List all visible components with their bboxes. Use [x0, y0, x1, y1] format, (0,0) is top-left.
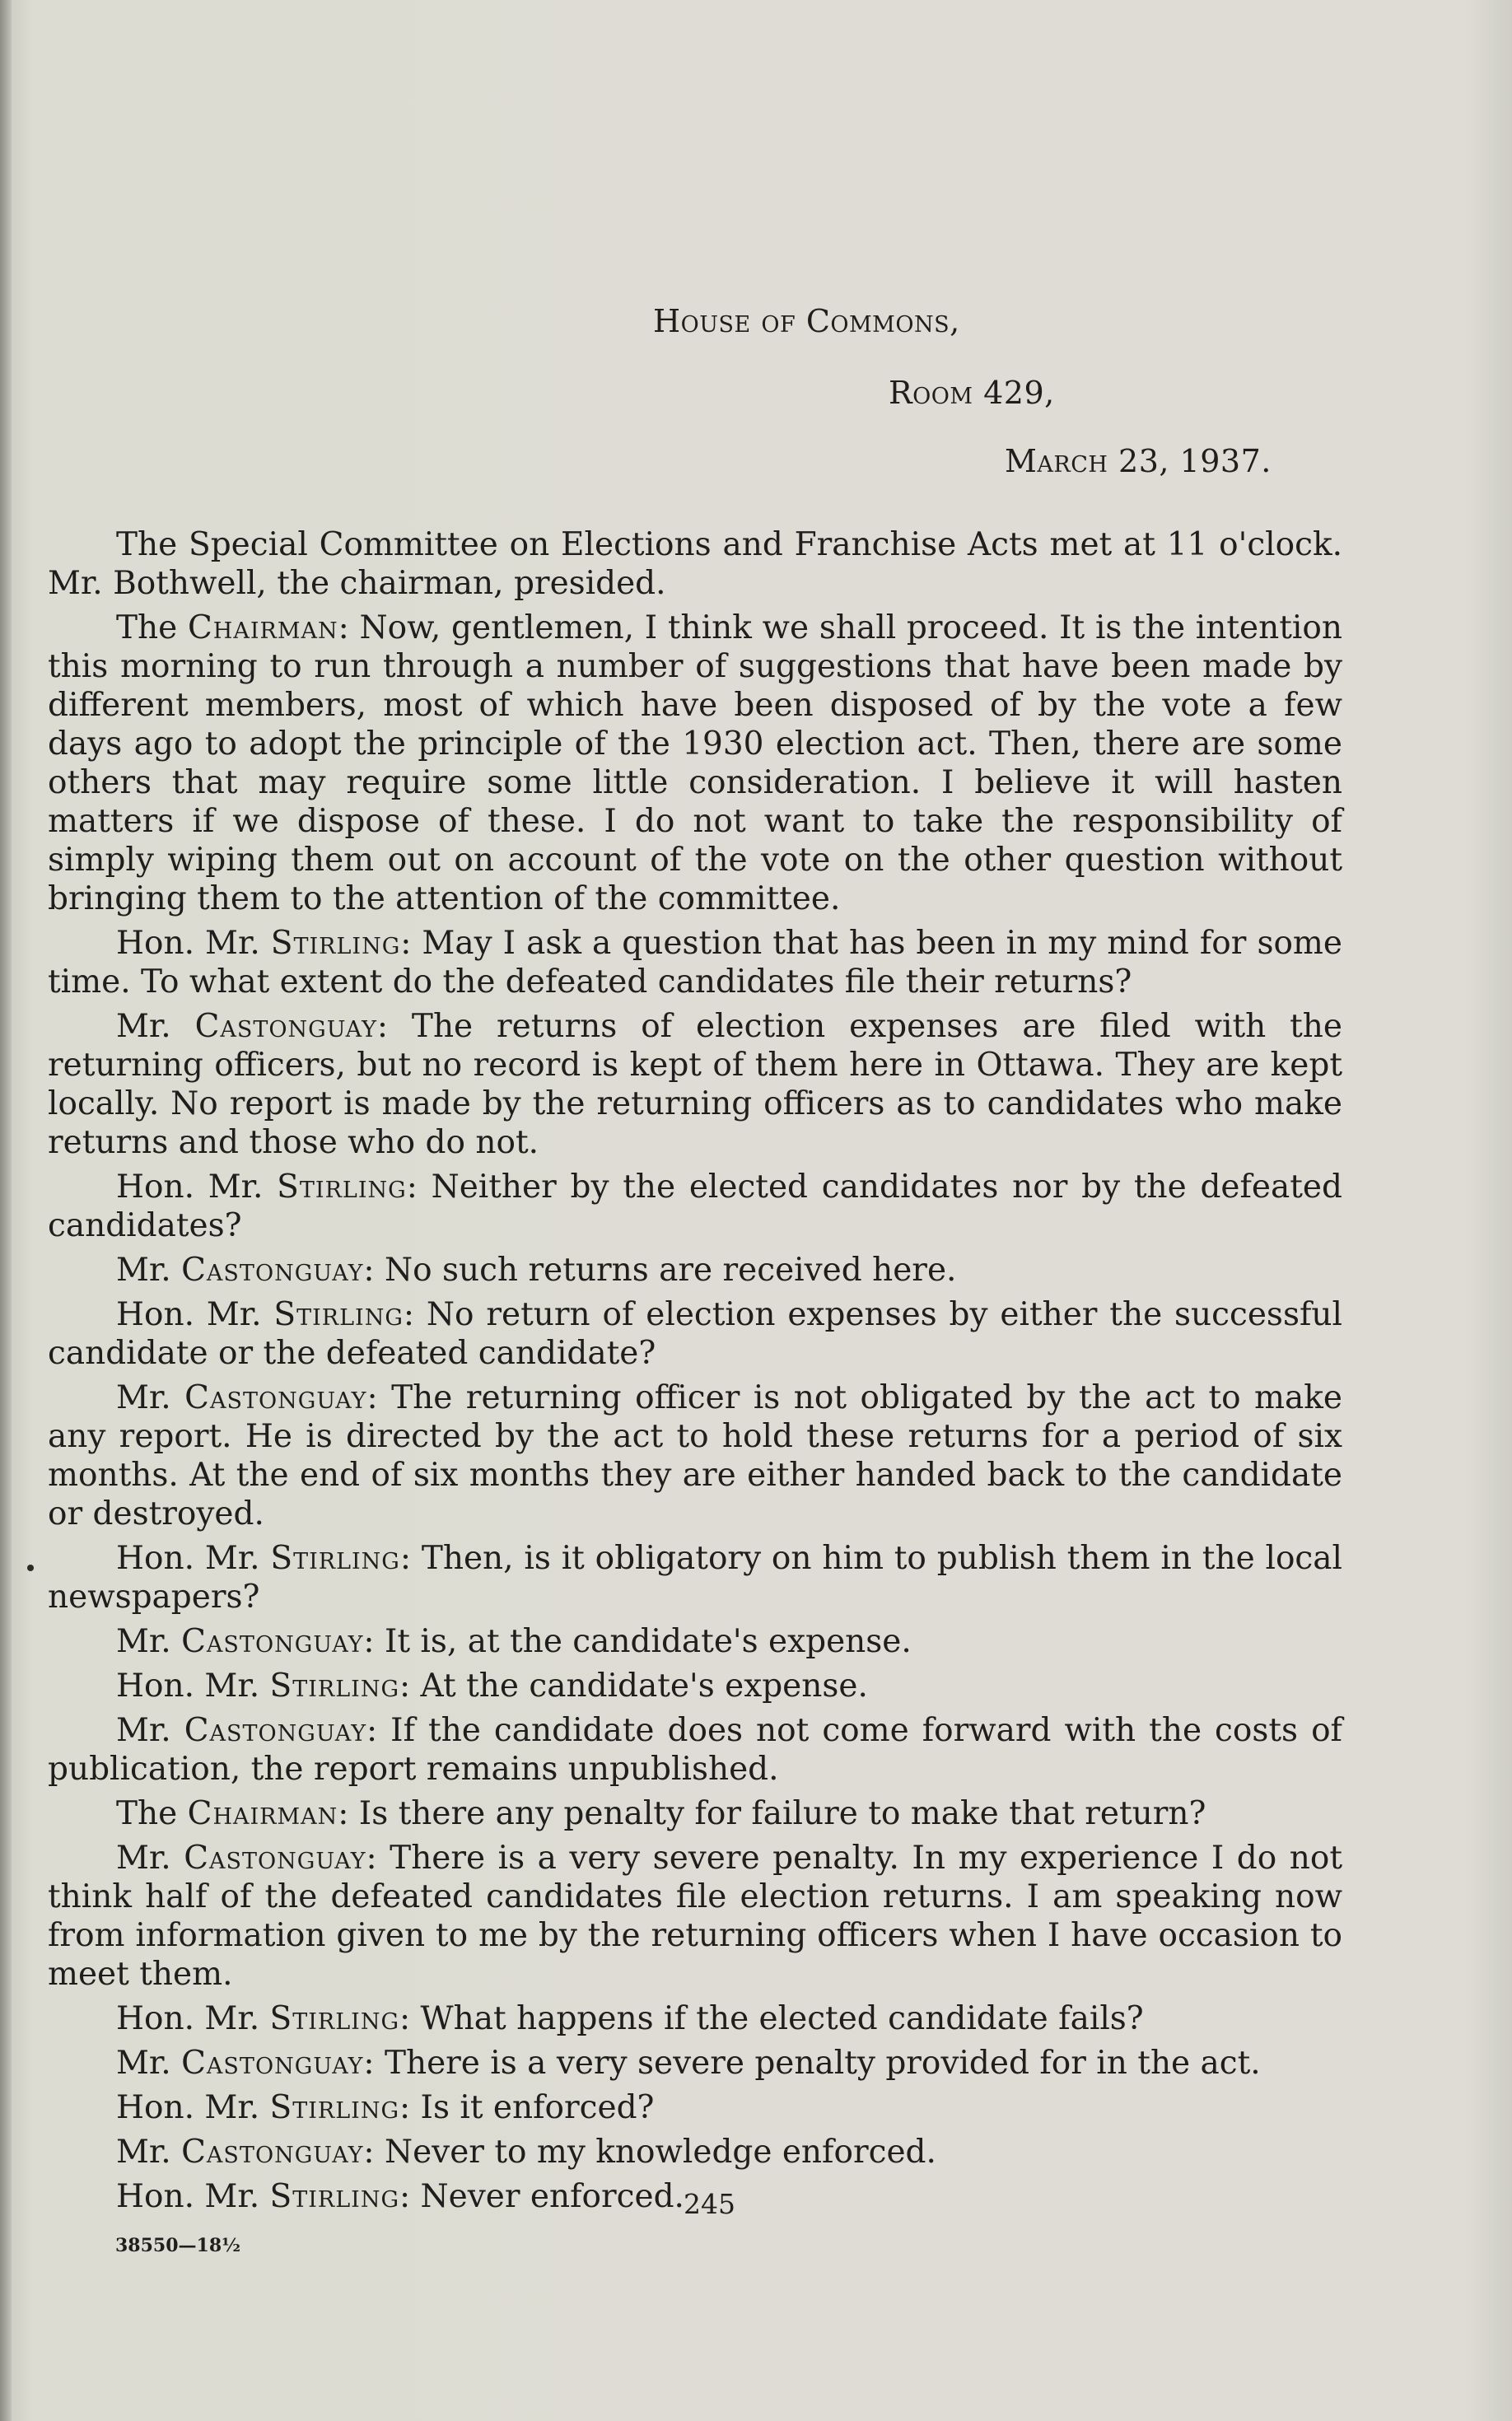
- speaker-name: Stirling: [269, 2178, 400, 2215]
- paragraph-2: Hon. Mr. Stirling: May I ask a question that has been in my mind for some time. To what extent do the defeated candidates file their returns?: [48, 925, 1342, 1001]
- book-spine-shadow: [0, 0, 12, 2421]
- paragraph-13: Mr. Castonguay: There is a very severe penalty. In my experience I do not think half of the defeated candidates file election returns. I am speaking now from information given to me by the returning officers when I have occasion to meet them.: [48, 1840, 1342, 1993]
- paragraph-14: Hon. Mr. Stirling: What happens if the elected candidate fails?: [116, 2000, 1144, 2037]
- speaker-name: Stirling: [269, 1668, 400, 1705]
- proceedings-body: [48, 525, 1342, 2222]
- paragraph-15: Mr. Castonguay: There is a very severe penalty provided for in the act.: [116, 2045, 1261, 2082]
- speaker-name: Castonguay: [181, 2134, 364, 2171]
- paragraph-11: Mr. Castonguay: If the candidate does not come forward with the costs of publication, the report remains unpublished.: [48, 1712, 1342, 1788]
- paragraph-6: Hon. Mr. Stirling: No return of election expenses by either the successful candidate or the defeated candidate?: [48, 1296, 1342, 1372]
- paragraph-7: Mr. Castonguay: The returning officer is not obligated by the act to make any report. He is directed by the act to hold these returns for a period of six months. At the end of six months they are either handed back to the candidate or destroyed.: [48, 1379, 1342, 1532]
- paragraph-3: Mr. Castonguay: The returns of election expenses are filed with the returning officers, but no record is kept of them here in Ottawa. They are kept locally. No report is made by the returning officers as to candidates who make returns and those who do not.: [48, 1008, 1342, 1161]
- speaker-name: Castonguay: [181, 1623, 364, 1660]
- ink-speck: [27, 1565, 34, 1571]
- speaker-name: Castonguay: [184, 1379, 367, 1416]
- speaker-name: Castonguay: [181, 1252, 364, 1289]
- speaker-name: Stirling: [277, 1169, 407, 1206]
- paragraph-12: The Chairman: Is there any penalty for failure to make that return?: [116, 1795, 1206, 1832]
- paragraph-18: Hon. Mr. Stirling: Never enforced.: [116, 2178, 684, 2215]
- paragraph-4: Hon. Mr. Stirling: Neither by the elected candidates nor by the defeated candidates?: [48, 1169, 1342, 1244]
- header-date: March 23, 1937.: [1005, 443, 1272, 479]
- paragraph-0: The Special Committee on Elections and Franchise Acts met at 11 o'clock. Mr. Bothwell, the chairman, presided.: [48, 526, 1342, 602]
- speaker-name: Castonguay: [194, 1008, 377, 1045]
- speaker-name: Stirling: [270, 925, 401, 962]
- speaker-name: Stirling: [269, 2089, 400, 2126]
- speaker-name: Stirling: [273, 1296, 404, 1333]
- speaker-name: Castonguay: [184, 1712, 367, 1749]
- paragraph-16: Hon. Mr. Stirling: Is it enforced?: [116, 2089, 655, 2126]
- paragraph-8: Hon. Mr. Stirling: Then, is it obligatory on him to publish them in the local newspapers?: [48, 1540, 1342, 1616]
- speaker-name: Castonguay: [184, 1840, 366, 1877]
- printer-code: 38550—18½: [115, 2235, 241, 2256]
- page-number: 245: [684, 2188, 735, 2220]
- paragraph-9: Mr. Castonguay: It is, at the candidate's expense.: [116, 1623, 912, 1660]
- paragraph-17: Mr. Castonguay: Never to my knowledge enforced.: [116, 2134, 936, 2171]
- speaker-name: Castonguay: [181, 2045, 364, 2082]
- header-house-of-commons: House of Commons,: [653, 303, 960, 339]
- paragraph-10: Hon. Mr. Stirling: At the candidate's expense.: [116, 1668, 868, 1705]
- speaker-name: Chairman: [187, 1795, 338, 1832]
- speaker-name: Chairman: [187, 609, 338, 646]
- header-room: Room 429,: [889, 375, 1055, 411]
- speaker-name: Stirling: [269, 2000, 400, 2037]
- speaker-name: Stirling: [270, 1540, 400, 1577]
- paragraph-1: The Chairman: Now, gentlemen, I think we shall proceed. It is the intention this morning to run through a number of suggestions that have been made by different members, most of which have been disposed of by the vote a few days ago to adopt the principle of the 1930 election act. Then, there are some others that may require some little consideration. I believe it will hasten matters if we dispose of these. I do not want to take the responsibility of simply wiping them out on account of the vote on the other question without bringing them to the attention of the committee.: [48, 609, 1342, 917]
- paragraph-5: Mr. Castonguay: No such returns are received here.: [116, 1252, 957, 1289]
